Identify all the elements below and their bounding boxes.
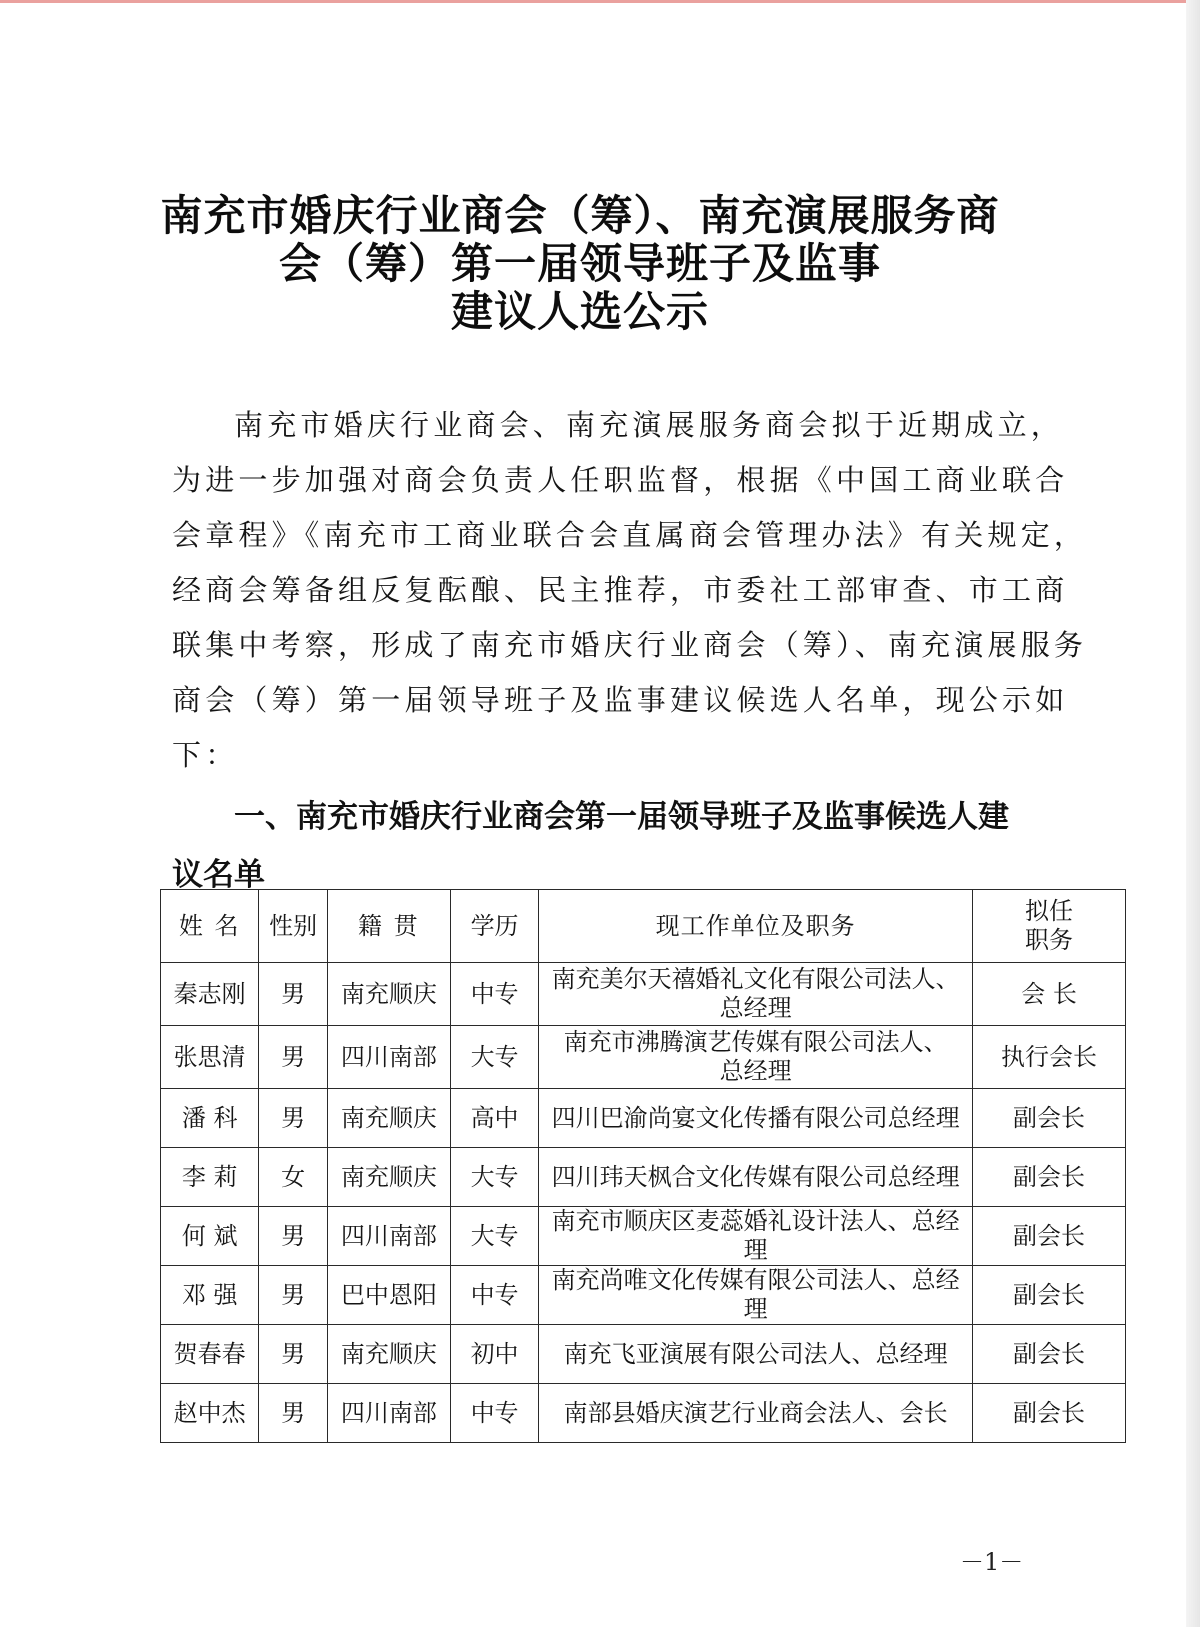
cell-work-line: 南充市沸腾演艺传媒有限公司法人、 — [563, 1028, 948, 1056]
cell-work: 南部县婚庆演艺行业商会法人、会长 — [539, 1384, 973, 1443]
cell-education: 初中 — [450, 1325, 538, 1384]
table-header-row — [161, 890, 1126, 963]
cell-role: 副会长 — [973, 1325, 1126, 1384]
cell-education: 中专 — [450, 1266, 538, 1325]
announcement-paragraph — [172, 398, 1088, 783]
cell-sex: 男 — [259, 1089, 328, 1148]
cell-role: 副会长 — [973, 1089, 1126, 1148]
table-row — [161, 963, 1126, 1026]
cell-education: 中专 — [450, 1384, 538, 1443]
cell-sex: 男 — [259, 1266, 328, 1325]
header-role-line-1: 拟任 — [1025, 897, 1074, 925]
cell-name: 李 莉 — [161, 1148, 259, 1207]
cell-name: 潘 科 — [161, 1089, 259, 1148]
cell-work: 四川玮天枫合文化传媒有限公司总经理 — [539, 1148, 973, 1207]
cell-name: 邓 强 — [161, 1266, 259, 1325]
table-row — [161, 1089, 1126, 1148]
cell-role: 副会长 — [973, 1384, 1126, 1443]
cell-work: 南充市顺庆区麦蕊婚礼设计法人、总经理 — [539, 1207, 973, 1266]
table-row — [161, 1148, 1126, 1207]
cell-origin: 南充顺庆 — [327, 1089, 450, 1148]
cell-role: 执行会长 — [973, 1026, 1126, 1089]
cell-education: 大专 — [450, 1148, 538, 1207]
section-heading-line-2: 议名单 — [172, 857, 265, 893]
cell-sex: 女 — [259, 1148, 328, 1207]
title-line-2: 会（筹）第一届领导班子及监事 — [278, 239, 881, 288]
cell-work-line: 总经理 — [719, 1057, 792, 1085]
cell-education: 高中 — [450, 1089, 538, 1148]
cell-role: 副会长 — [973, 1266, 1126, 1325]
table-row — [161, 1384, 1126, 1443]
table-row — [161, 1325, 1126, 1384]
cell-work-line: 南充美尔天禧婚礼文化有限公司法人、 — [551, 965, 960, 993]
cell-education: 中专 — [450, 963, 538, 1026]
table-row — [161, 1207, 1126, 1266]
cell-education: 大专 — [450, 1026, 538, 1089]
paragraph-line: 联集中考察，形成了南充市婚庆行业商会（筹）、南充演展服务 — [172, 628, 1088, 662]
header-education: 学历 — [450, 890, 538, 963]
cell-work-line: 总经理 — [719, 994, 792, 1022]
cell-origin: 巴中恩阳 — [327, 1266, 450, 1325]
cell-work — [539, 963, 973, 1026]
cell-origin: 四川南部 — [327, 1384, 450, 1443]
cell-name: 秦志刚 — [161, 963, 259, 1026]
cell-work: 南充飞亚演展有限公司法人、总经理 — [539, 1325, 973, 1384]
cell-education: 大专 — [450, 1207, 538, 1266]
header-role — [973, 890, 1126, 963]
paragraph-line: 商会（筹）第一届领导班子及监事建议候选人名单，现公示如 — [172, 683, 1069, 717]
cell-name: 何 斌 — [161, 1207, 259, 1266]
cell-sex: 男 — [259, 1026, 328, 1089]
cell-sex: 男 — [259, 1325, 328, 1384]
header-origin: 籍 贯 — [327, 890, 450, 963]
header-sex: 性别 — [259, 890, 328, 963]
paragraph-line: 南充市婚庆行业商会、南充演展服务商会拟于近期成立， — [234, 408, 1065, 442]
header-role-line-2: 职务 — [1025, 926, 1074, 954]
cell-name: 贺春春 — [161, 1325, 259, 1384]
paragraph-line: 为进一步加强对商会负责人任职监督，根据《中国工商业联合 — [172, 463, 1069, 497]
cell-role: 副会长 — [973, 1148, 1126, 1207]
cell-origin: 南充顺庆 — [327, 1325, 450, 1384]
paragraph-line: 下： — [172, 738, 239, 772]
cell-work: 四川巴渝尚宴文化传播有限公司总经理 — [539, 1089, 973, 1148]
cell-name: 张思清 — [161, 1026, 259, 1089]
cell-work — [539, 1026, 973, 1089]
section-heading — [172, 788, 1042, 904]
cell-sex: 男 — [259, 1384, 328, 1443]
table-row — [161, 1266, 1126, 1325]
title-line-3: 建议人选公示 — [450, 287, 709, 336]
cell-origin: 南充顺庆 — [327, 963, 450, 1026]
cell-name: 赵中杰 — [161, 1384, 259, 1443]
title-line-1: 南充市婚庆行业商会（筹）、南充演展服务商 — [160, 191, 1000, 240]
page-edge-shadow — [1186, 0, 1200, 1627]
section-heading-line-1: 一、南充市婚庆行业商会第一届领导班子及监事候选人建 — [234, 799, 1009, 835]
cell-role: 副会长 — [973, 1207, 1126, 1266]
paragraph-line: 会章程》《南充市工商业联合会直属商会管理办法》有关规定， — [172, 518, 1088, 552]
page-number: －1－ — [960, 1548, 1024, 1576]
cell-sex: 男 — [259, 963, 328, 1026]
table-row — [161, 1026, 1126, 1089]
cell-work: 南充尚唯文化传媒有限公司法人、总经理 — [539, 1266, 973, 1325]
top-edge-line — [0, 0, 1200, 3]
document-title — [130, 192, 1030, 336]
paragraph-line: 经商会筹备组反复酝酿、民主推荐，市委社工部审查、市工商 — [172, 573, 1069, 607]
header-work: 现工作单位及职务 — [539, 890, 973, 963]
cell-origin: 四川南部 — [327, 1026, 450, 1089]
cell-role: 会 长 — [973, 963, 1126, 1026]
cell-origin: 四川南部 — [327, 1207, 450, 1266]
cell-sex: 男 — [259, 1207, 328, 1266]
header-name: 姓 名 — [161, 890, 259, 963]
cell-origin: 南充顺庆 — [327, 1148, 450, 1207]
candidate-table — [160, 889, 1126, 1443]
